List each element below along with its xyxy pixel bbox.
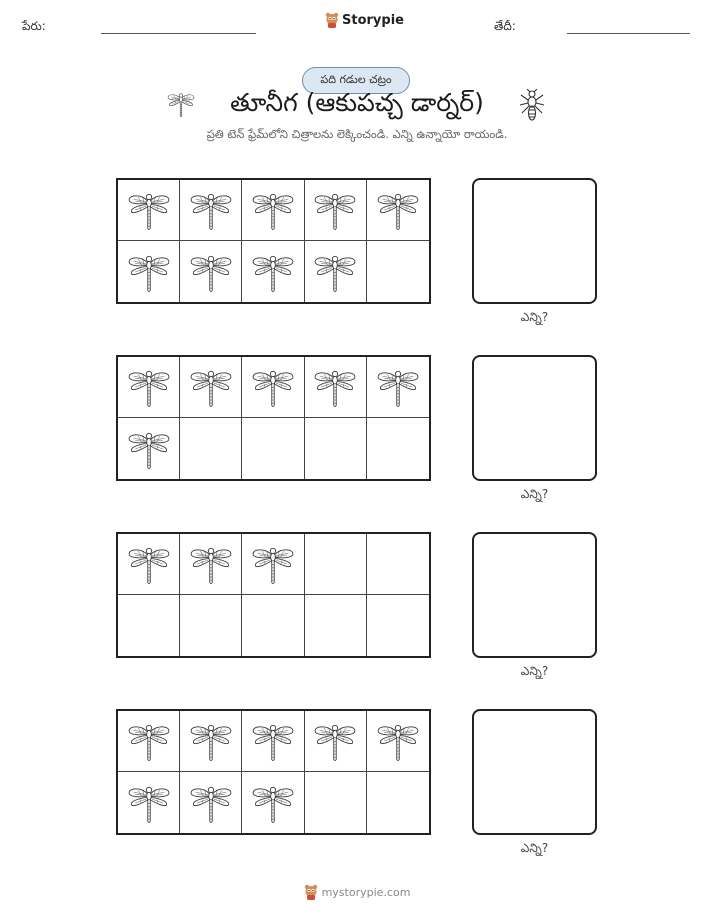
dragonfly-icon	[188, 249, 234, 295]
ten-frame-cell	[118, 595, 180, 656]
ten-frame-cell	[305, 418, 367, 479]
dragonfly-icon	[312, 187, 358, 233]
dragonfly-icon	[126, 249, 172, 295]
ten-frame-cell	[118, 711, 180, 772]
dragonfly-icon	[375, 364, 421, 410]
dragonfly-icon	[375, 718, 421, 764]
answer-box-4[interactable]	[472, 709, 597, 835]
dragonfly-icon	[312, 364, 358, 410]
name-line[interactable]	[101, 33, 256, 34]
dragonfly-icon	[188, 718, 234, 764]
dragonfly-icon	[312, 249, 358, 295]
ten-frame-3	[116, 532, 431, 658]
name-label: పేరు:	[22, 19, 46, 33]
ten-frame-cell	[118, 241, 180, 302]
ten-frame-cell	[305, 241, 367, 302]
ten-frame-cell	[118, 357, 180, 418]
answer-box-1[interactable]	[472, 178, 597, 304]
storypie-mascot-icon	[304, 884, 318, 900]
ten-frame-cell	[242, 357, 304, 418]
ten-frame-cell	[242, 595, 304, 656]
ten-frame-cell	[242, 772, 304, 833]
dragonfly-icon	[250, 364, 296, 410]
ten-frame-4	[116, 709, 431, 835]
ten-frame-cell	[180, 357, 242, 418]
ten-frame-cell	[180, 534, 242, 595]
ten-frame-cell	[242, 180, 304, 241]
dragonfly-icon	[250, 541, 296, 587]
ten-frame-cell	[367, 595, 429, 656]
ten-frame-cell	[180, 418, 242, 479]
ten-frame-cell	[367, 711, 429, 772]
ten-frame-cell	[305, 534, 367, 595]
ten-frame-cell	[180, 241, 242, 302]
answer-box-2[interactable]	[472, 355, 597, 481]
dragonfly-icon	[250, 780, 296, 826]
dragonfly-icon	[250, 249, 296, 295]
ten-frame-cell	[118, 534, 180, 595]
brand-logo	[325, 12, 404, 28]
how-many-label: ఎన్ని?	[520, 664, 549, 678]
ten-frame-cell	[305, 180, 367, 241]
dragonfly-icon	[126, 426, 172, 472]
ten-frame-cell	[367, 534, 429, 595]
ten-frame-cell	[305, 711, 367, 772]
ten-frame-cell	[180, 595, 242, 656]
ten-frame-cell	[118, 772, 180, 833]
dragonfly-icon	[188, 187, 234, 233]
dragonfly-nymph-icon	[518, 89, 546, 121]
ten-frame-cell	[180, 772, 242, 833]
ten-frame-cell	[180, 711, 242, 772]
ten-frame-cell	[118, 418, 180, 479]
dragonfly-icon	[250, 187, 296, 233]
ten-frame-cell	[367, 241, 429, 302]
brand-name: Storypie	[342, 12, 404, 28]
footer-url: mystorypie.com	[321, 885, 411, 899]
dragonfly-icon	[126, 718, 172, 764]
ten-frame-2	[116, 355, 431, 481]
date-line[interactable]	[567, 33, 690, 34]
dragonfly-icon	[250, 718, 296, 764]
dragonfly-icon	[312, 718, 358, 764]
ten-frame-cell	[118, 180, 180, 241]
ten-frame-cell	[305, 772, 367, 833]
ten-frame-1	[116, 178, 431, 304]
dragonfly-icon	[126, 364, 172, 410]
ten-frame-cell	[367, 357, 429, 418]
ten-frame-cell	[242, 418, 304, 479]
dragonfly-icon	[126, 780, 172, 826]
dragonfly-icon	[126, 541, 172, 587]
ten-frame-cell	[367, 772, 429, 833]
date-label: తేదీ:	[494, 19, 516, 33]
dragonfly-icon	[375, 187, 421, 233]
how-many-label: ఎన్ని?	[520, 841, 549, 855]
ten-frame-cell	[242, 534, 304, 595]
dragonfly-icon	[188, 364, 234, 410]
dragonfly-icon	[126, 187, 172, 233]
storypie-mascot-icon	[325, 12, 339, 28]
dragonfly-icon	[188, 541, 234, 587]
how-many-label: ఎన్ని?	[520, 310, 549, 324]
answer-box-3[interactable]	[472, 532, 597, 658]
footer	[0, 884, 714, 900]
ten-frame-cell	[305, 357, 367, 418]
instructions: ప్రతి టెన్ ఫ్రేమ్‌లోని చిత్రాలను లెక్కించండి. ఎన్ని ఉన్నాయో రాయండి.	[206, 127, 508, 141]
how-many-label: ఎన్ని?	[520, 487, 549, 501]
ten-frame-cell	[242, 711, 304, 772]
dragonfly-icon	[188, 780, 234, 826]
ten-frame-cell	[367, 418, 429, 479]
ten-frame-cell	[180, 180, 242, 241]
ten-frame-cell	[367, 180, 429, 241]
page-title: తూనీగ (ఆకుపచ్చ డార్నర్)	[230, 88, 484, 117]
worksheet-type-badge: పది గడుల చట్రం	[302, 67, 410, 94]
ten-frame-cell	[305, 595, 367, 656]
ten-frame-cell	[242, 241, 304, 302]
